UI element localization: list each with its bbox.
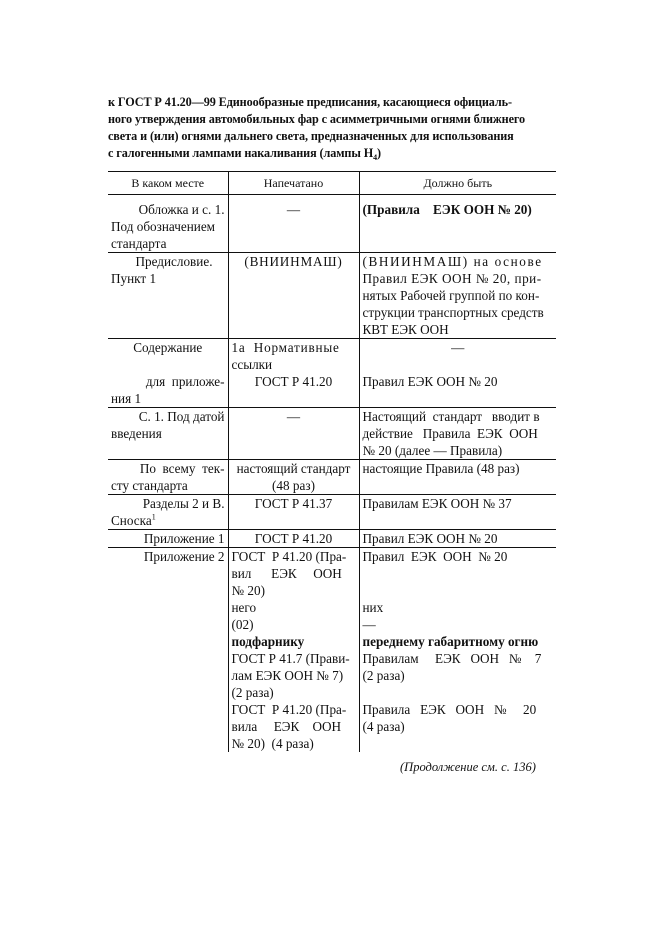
table-header-row (108, 172, 556, 195)
cell-should-be: (Правила ЕЭК ООН № 20) (359, 195, 556, 253)
cell-should-be: — Правил ЕЭК ООН № 20 (359, 339, 556, 408)
header-printed: Напечатано (228, 172, 359, 195)
cell-where: С. 1. Под датой введения (108, 408, 228, 460)
table-row (108, 408, 556, 460)
cell-should-be: Правил ЕЭК ООН № 20 них — переднему габаритному огню Правилам ЕЭК ООН № 7 (2 раза) Правила ЕЭК ООН № 20 (4 раза) (359, 548, 556, 753)
cell-where: Разделы 2 и В. Сноска$^1$ (108, 495, 228, 530)
cell-where: Содержание для приложе- ния 1 (108, 339, 228, 408)
errata-heading (108, 94, 556, 162)
cell-should-be: настоящие Правила (48 раз) (359, 460, 556, 495)
table-row (108, 253, 556, 339)
cell-where: По всему тек- сту стандарта (108, 460, 228, 495)
cell-where: Обложка и с. 1. Под обозначением стандарта (108, 195, 228, 253)
cell-printed: ГОСТ Р 41.37 (228, 495, 359, 530)
heading-line-2: ного утверждения автомобильных фар с асимметричными огнями ближнего (108, 112, 526, 126)
heading-line-4 (108, 145, 556, 162)
table-row (108, 195, 556, 253)
footnote-marker: 1 (151, 512, 156, 522)
cell-printed: — (228, 408, 359, 460)
cell-should-be: (ВНИИНМАШ) на основе Правил ЕЭК ООН № 20, при- нятых Рабочей группой по кон- струкции транспортных средств КВТ ЕЭК ООН (359, 253, 556, 339)
cell-printed: ГОСТ Р 41.20 (228, 530, 359, 548)
cell-should-be: Правилам ЕЭК ООН № 37 (359, 495, 556, 530)
cell-printed: — (228, 195, 359, 253)
cell-printed: 1а Нормативные ссылки ГОСТ Р 41.20 (228, 339, 359, 408)
cell-should-be: Правил ЕЭК ООН № 20 (359, 530, 556, 548)
heading-line-1: к ГОСТ Р 41.20—99 Единообразные предписания, касающиеся официаль- (108, 95, 512, 109)
table-row (108, 495, 556, 530)
cell-should-be: Настоящий стандарт вводит в действие Правила ЕЭК ООН № 20 (далее — Правила) (359, 408, 556, 460)
cell-where: Приложение 2 (143, 549, 225, 564)
table-row (108, 530, 556, 548)
table-row (108, 460, 556, 495)
heading-line-3: света и (или) огнями дальнего света, предназначенных для использования (108, 129, 514, 143)
heading-subscript: 4 (373, 153, 377, 162)
errata-table (108, 171, 556, 752)
table-row (108, 548, 556, 753)
heading-line-4-end: ) (377, 146, 381, 160)
cell-printed: ГОСТ Р 41.20 (Пра- вил ЕЭК ООН № 20) него (02) подфарнику ГОСТ Р 41.7 (Прави- лам ЕЭК ООН № 7) (2 раза) ГОСТ Р 41.20 (Пра- вила ЕЭК ООН № 20) (4 раза) (228, 548, 359, 753)
table-row (108, 339, 556, 408)
heading-line-4-main: с галогенными лампами накаливания (лампы Н (108, 146, 374, 160)
header-should-be: Должно быть (359, 172, 556, 195)
continuation-note: (Продолжение см. с. 136) (400, 760, 536, 774)
cell-printed: (ВНИИНМАШ) (228, 253, 359, 339)
cell-printed: настоящий стандарт (48 раз) (228, 460, 359, 495)
cell-where: Приложение 1 (108, 530, 228, 548)
cell-where: Предисловие. Пункт 1 (108, 253, 228, 339)
header-where: В каком месте (108, 172, 228, 195)
